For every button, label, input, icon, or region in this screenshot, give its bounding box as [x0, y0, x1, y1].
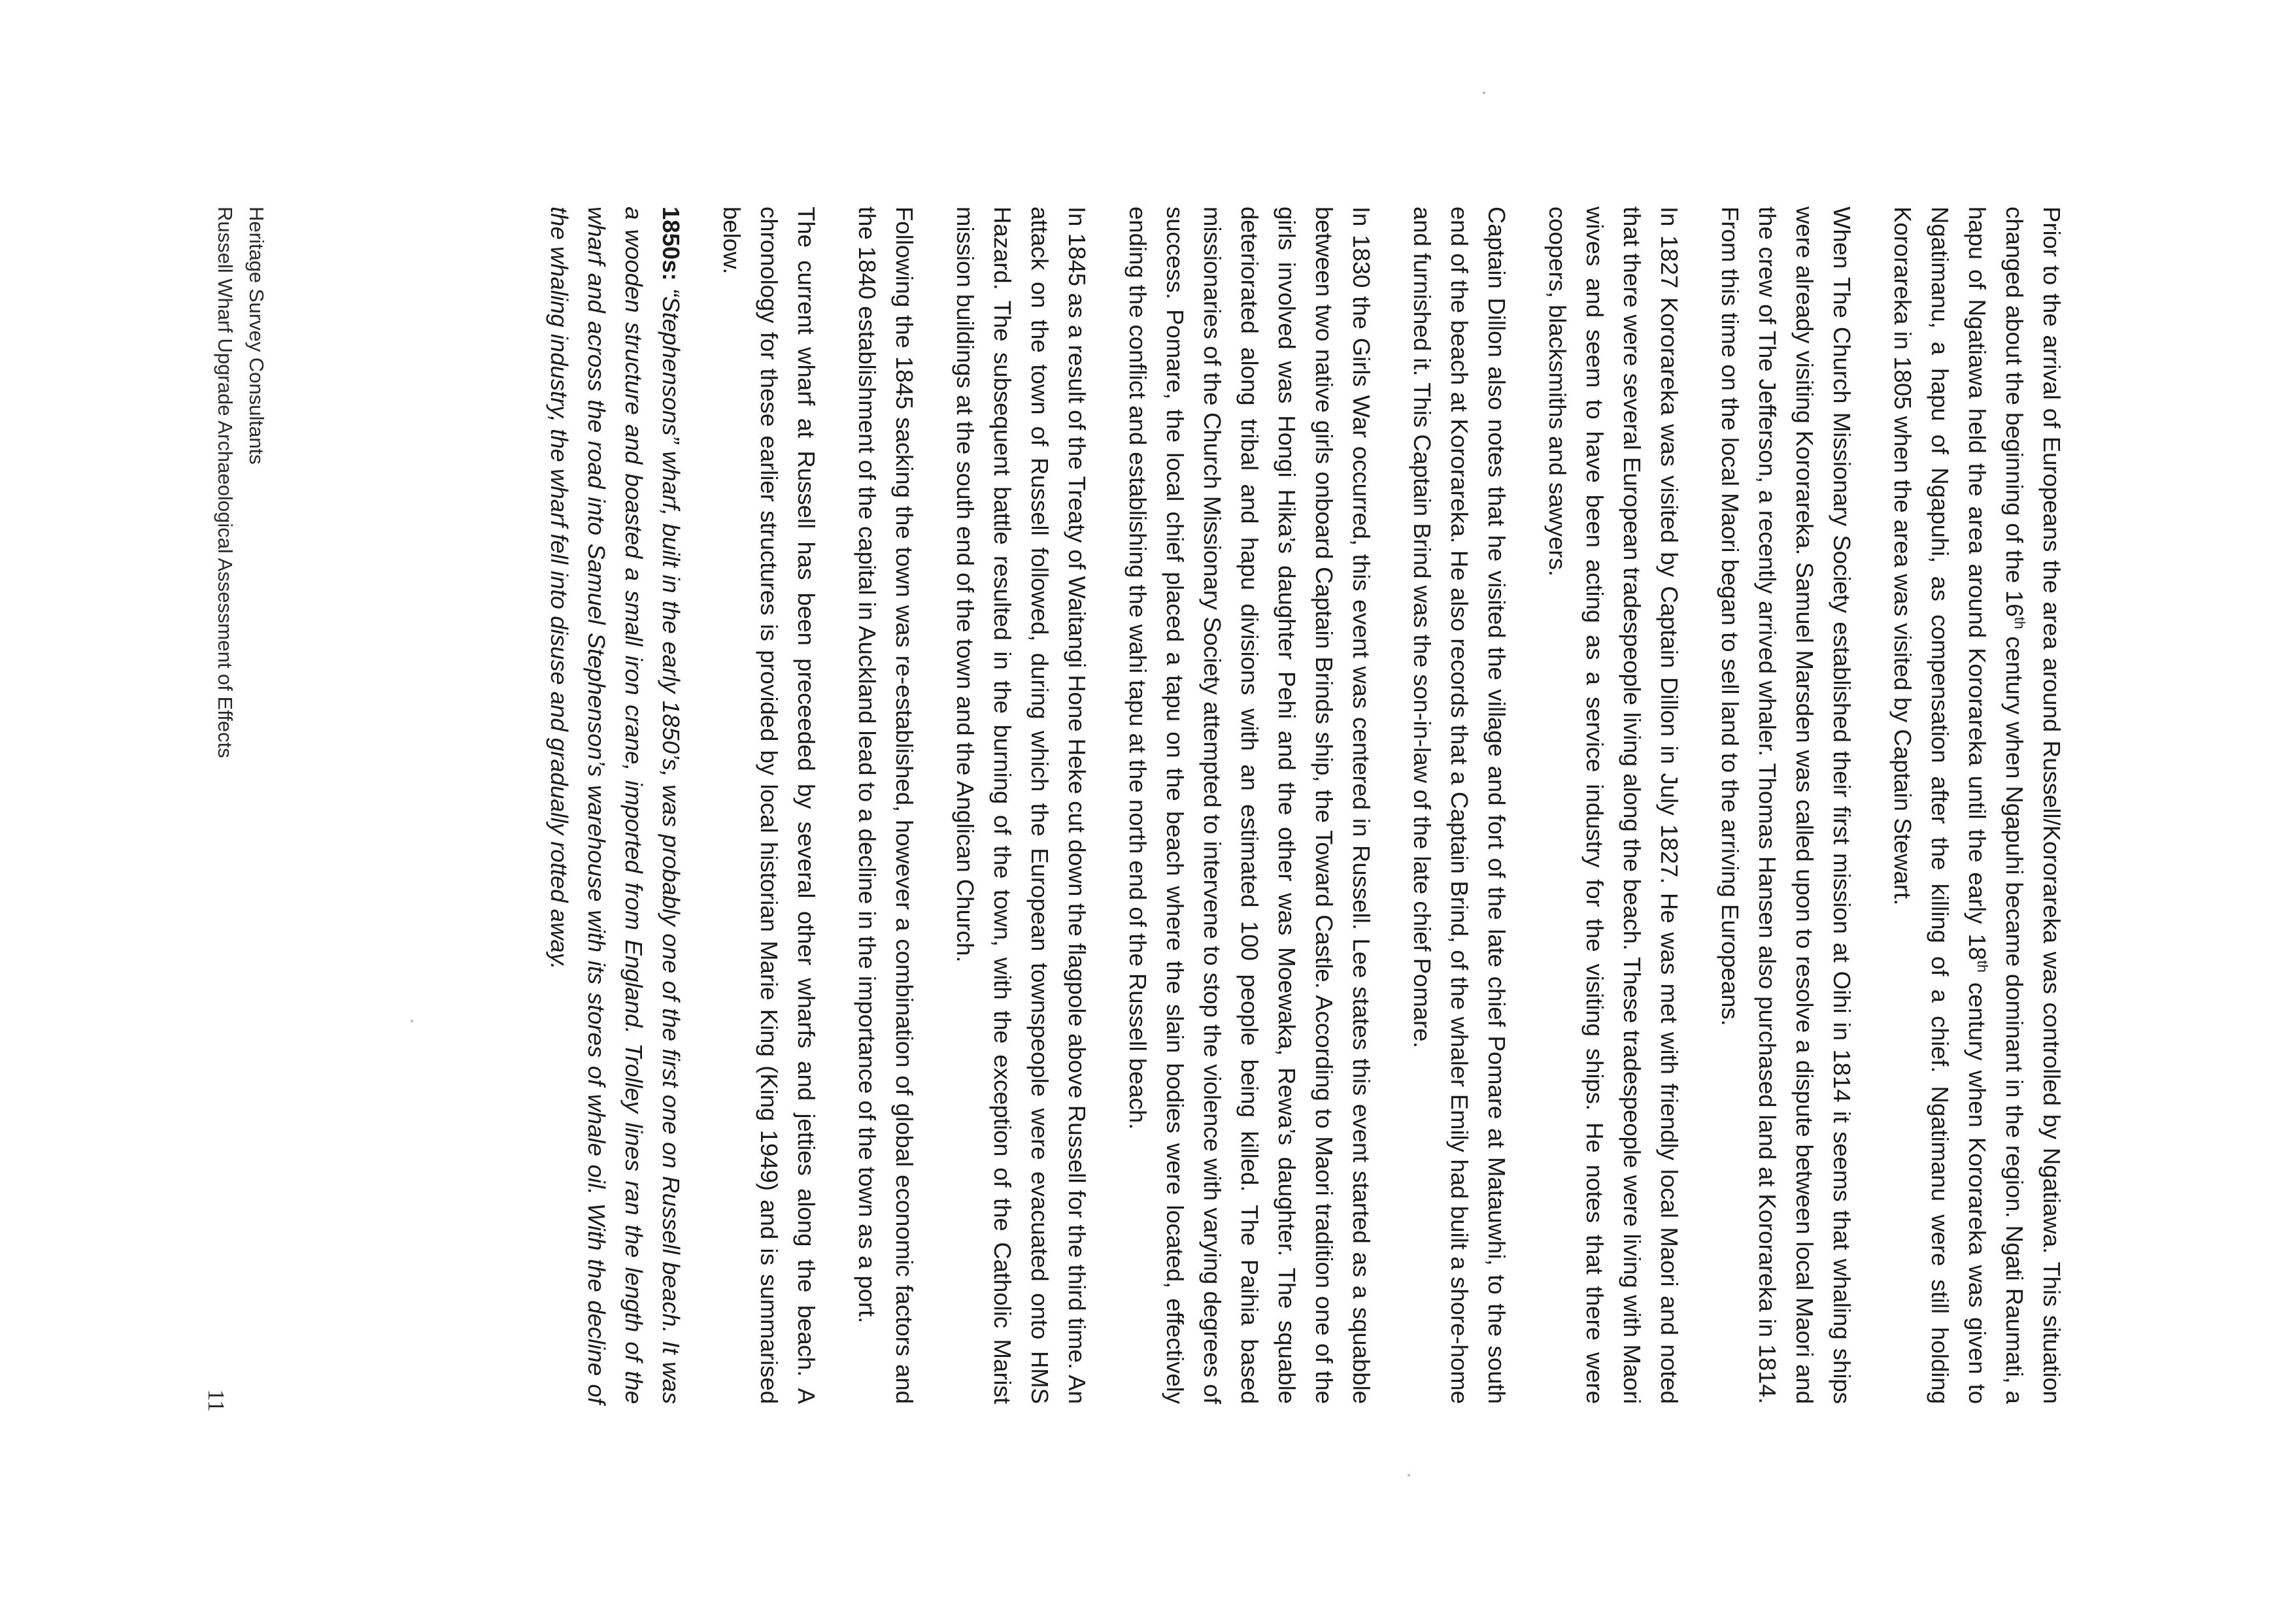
- body-paragraph: [1404, 207, 1515, 1404]
- paragraph-text: When The Church Missionary Society established their first mission at Oihi in 1814 it seems that whaling ships were already visiting Kororareka. Samuel Marsden was called upon to resolve a dispute between local Maori and the crew of The Jefferson, a recently arrived whaler. Thomas Hansen also purchased land at Kororareka in 1814. From this time on the local Maori began to sell land to the arriving Europeans.: [1717, 207, 1855, 1404]
- page-number: 11: [203, 1389, 229, 1412]
- body-paragraph: [849, 207, 923, 1404]
- scan-speck: [1483, 92, 1485, 94]
- paragraph-text: In 1830 the Girls War occurred, this event was centered in Russell. Lee states this event started as a squabble between two native girls onboard Captain Brinds ship, the Toward Castle. According to Maori tradition one of the girls involved was Hongi Hika’s daughter Pehi and the other was Moewaka, Rewa’s daughter. The squable deteriorated along tribal and hapu divisions with an estimated 100 people being killed. The Paihia based missionaries of the Church Missionary Society attempted to intervene to stop the violence with varying degrees of success. Pomare, the local chief placed a tapu on the beach where the slain bodies were located, effectively ending the conflict and establishing the wahi tapu at the north end of the Russell beach.: [1124, 207, 1375, 1404]
- footer-report-title: Russell Wharf Upgrade Archaeological Assessment of Effects: [214, 207, 237, 758]
- body-paragraph: [1884, 207, 2070, 1404]
- body-paragraph: [713, 207, 825, 1404]
- paragraph-text: “Stephensons” wharf, built in the early 1850’s, was probably one of the first one on Russell beach. It was a wooden structure and boasted a small iron crane, imported from England. Trolley lines ran the length of the wharf and across the road into Samuel Stephenson’s warehouse with its stores of whale oil. With the decline of the whaling industry, the wharf fell into disuse and gradually rotted away.: [546, 207, 684, 1404]
- paragraph-text: century when Ngapuhi became dominant in the region. Ngati Raumati, a hapu of Ngatiawa held the area around Kororareka until the early 18: [1964, 207, 2028, 1404]
- footer-organisation: Heritage Survey Consultants: [245, 207, 268, 465]
- page-footer: [209, 207, 272, 758]
- paragraph-text: The current wharf at Russell has been preceeded by several other wharfs and jetties along the beach. A chronology for these earlier structures is provided by local historian Marie King (King 1949) and is summarised below.: [718, 207, 820, 1404]
- paragraph-text: In 1827 Kororareka was visited by Captain Dillon in July 1827. He was met with friendly local Maori and noted that there were several European tradespeople living along the beach. These tradespeople were living with Maori wives and seem to have been acting as a service industry for the visiting ships. He notes that there were coopers, blacksmiths and sawyers.: [1544, 207, 1683, 1404]
- body-paragraph: [947, 207, 1096, 1404]
- paragraph-text: Prior to the arrival of Europeans the area around Russell/Kororareka was controlled by Ngatiawa. This situation changed about the beginning of the 16: [2001, 207, 2065, 1404]
- body-paragraph: [541, 207, 690, 1404]
- document-body: [517, 207, 2070, 1404]
- scan-speck: [1408, 1474, 1410, 1477]
- ordinal-suffix: th: [2012, 616, 2029, 629]
- paragraph-text: In 1845 as a result of the Treaty of Waitangi Hone Heke cut down the flagpole above Russell for the third time. An attack on the town of Russell followed, during which the European townspeople were evacuated onto HMS Hazard. The subsequent battle resulted in the burning of the town, with the exception of the Catholic Marist mission buildings at the south end of the town and the Anglican Church.: [952, 207, 1090, 1404]
- body-paragraph: [1539, 207, 1688, 1404]
- body-paragraph: [1119, 207, 1380, 1404]
- paragraph-text: Captain Dillon also notes that he visited the village and fort of the late chief Pomare at Matauwhi, to the south end of the beach at Kororareka. He also records that a Captain Brind, of the whaler Emily had built a shore-home and furnished it. This Captain Brind was the son-in-law of the late chief Pomare.: [1409, 207, 1510, 1404]
- entry-heading: 1850s:: [658, 207, 684, 281]
- paragraph-text: century when Kororareka was given to Ngatimanu, a hapu of Ngapuhi, as compensation after the killing of a chief. Ngatimanu were still holding Kororareka in 1805 when the area was visited by Captain Stewart.: [1889, 207, 1991, 1404]
- scan-speck: [411, 1020, 413, 1022]
- body-paragraph: [1712, 207, 1861, 1404]
- ordinal-suffix: th: [1974, 960, 1991, 973]
- paragraph-text: Following the 1845 sacking the town was re-established, however a combination of global economic factors and the 1840 establishment of the capital in Auckland lead to a decline in the importance of the town as a port.: [854, 207, 918, 1404]
